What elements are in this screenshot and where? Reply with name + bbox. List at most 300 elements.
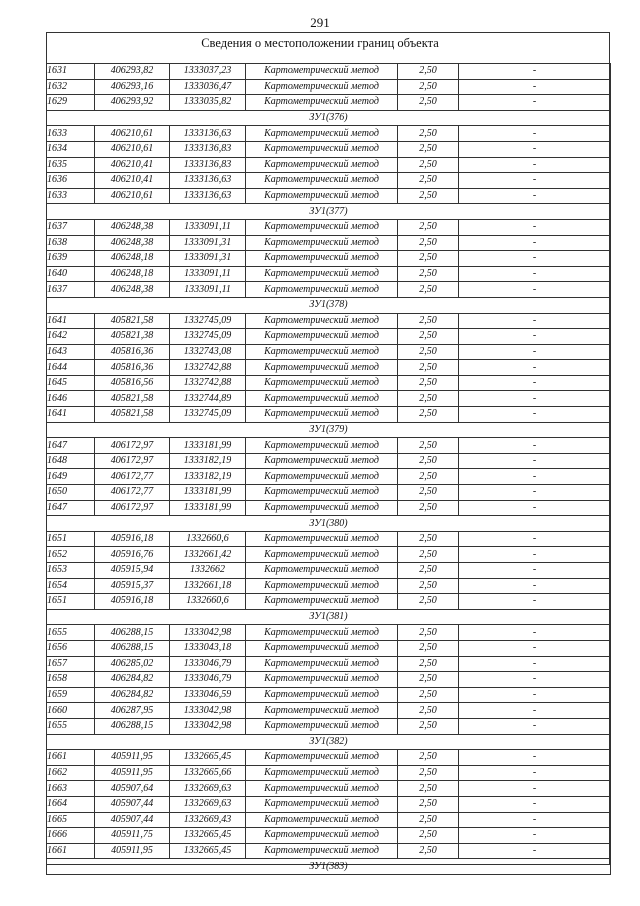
point-number-cell: 1629 [47, 95, 95, 111]
y-coordinate-cell: 1332665,45 [170, 750, 246, 766]
point-number-cell: 1647 [47, 438, 95, 454]
x-coordinate-cell: 406293,82 [95, 64, 170, 80]
y-coordinate-cell: 1333037,23 [170, 64, 246, 80]
description-cell: - [459, 656, 611, 672]
accuracy-cell: 2,50 [398, 453, 459, 469]
point-number-cell: 1649 [47, 469, 95, 485]
method-cell: Картометрический метод [246, 843, 398, 859]
method-cell: Картометрический метод [246, 469, 398, 485]
method-cell: Картометрический метод [246, 360, 398, 376]
method-cell: Картометрический метод [246, 235, 398, 251]
method-cell: Картометрический метод [246, 578, 398, 594]
table-row [47, 344, 611, 360]
method-cell: Картометрический метод [246, 126, 398, 142]
table-row [47, 282, 611, 298]
description-cell: - [459, 126, 611, 142]
accuracy-cell: 2,50 [398, 251, 459, 267]
table-row [47, 750, 611, 766]
accuracy-cell: 2,50 [398, 266, 459, 282]
point-number-cell: 1637 [47, 219, 95, 235]
description-cell: - [459, 157, 611, 173]
method-cell: Картометрический метод [246, 531, 398, 547]
accuracy-cell: 2,50 [398, 594, 459, 610]
point-number-cell: 1635 [47, 157, 95, 173]
group-header-label: ЗУ1(380) [47, 516, 611, 532]
x-coordinate-cell: 406293,16 [95, 79, 170, 95]
table-row [47, 718, 611, 734]
table-row [47, 360, 611, 376]
description-cell: - [459, 531, 611, 547]
description-cell: - [459, 718, 611, 734]
description-cell: - [459, 95, 611, 111]
y-coordinate-cell: 1332743,08 [170, 344, 246, 360]
point-number-cell: 1636 [47, 173, 95, 189]
group-header-label: ЗУ1(379) [47, 422, 611, 438]
y-coordinate-cell: 1332745,09 [170, 407, 246, 423]
accuracy-cell: 2,50 [398, 796, 459, 812]
table-row [47, 547, 611, 563]
table-row [47, 188, 611, 204]
description-cell: - [459, 407, 611, 423]
accuracy-cell: 2,50 [398, 375, 459, 391]
accuracy-cell: 2,50 [398, 656, 459, 672]
x-coordinate-cell: 406288,15 [95, 625, 170, 641]
table-row [47, 391, 611, 407]
point-number-cell: 1645 [47, 375, 95, 391]
description-cell: - [459, 672, 611, 688]
table-row [47, 219, 611, 235]
y-coordinate-cell: 1333042,98 [170, 703, 246, 719]
point-number-cell: 1652 [47, 547, 95, 563]
x-coordinate-cell: 405911,95 [95, 843, 170, 859]
group-header-row [47, 516, 611, 532]
method-cell: Картометрический метод [246, 282, 398, 298]
y-coordinate-cell: 1333181,99 [170, 438, 246, 454]
y-coordinate-cell: 1333136,83 [170, 141, 246, 157]
y-coordinate-cell: 1332660,6 [170, 594, 246, 610]
table-row [47, 672, 611, 688]
y-coordinate-cell: 1332669,63 [170, 796, 246, 812]
description-cell: - [459, 625, 611, 641]
description-cell: - [459, 251, 611, 267]
y-coordinate-cell: 1332745,09 [170, 313, 246, 329]
x-coordinate-cell: 406210,41 [95, 173, 170, 189]
y-coordinate-cell: 1332742,88 [170, 375, 246, 391]
y-coordinate-cell: 1333136,63 [170, 173, 246, 189]
table-row [47, 438, 611, 454]
description-cell: - [459, 547, 611, 563]
boundary-coordinates-table [46, 63, 611, 875]
point-number-cell: 1651 [47, 531, 95, 547]
x-coordinate-cell: 405821,38 [95, 329, 170, 345]
description-cell: - [459, 687, 611, 703]
accuracy-cell: 2,50 [398, 282, 459, 298]
point-number-cell: 1634 [47, 141, 95, 157]
accuracy-cell: 2,50 [398, 485, 459, 501]
x-coordinate-cell: 405907,44 [95, 796, 170, 812]
y-coordinate-cell: 1333091,11 [170, 282, 246, 298]
description-cell: - [459, 266, 611, 282]
description-cell: - [459, 344, 611, 360]
method-cell: Картометрический метод [246, 157, 398, 173]
description-cell: - [459, 640, 611, 656]
group-header-label: ЗУ1(382) [47, 734, 611, 750]
method-cell: Картометрический метод [246, 547, 398, 563]
point-number-cell: 1640 [47, 266, 95, 282]
x-coordinate-cell: 406287,95 [95, 703, 170, 719]
accuracy-cell: 2,50 [398, 765, 459, 781]
method-cell: Картометрический метод [246, 407, 398, 423]
table-row [47, 141, 611, 157]
y-coordinate-cell: 1332665,45 [170, 843, 246, 859]
accuracy-cell: 2,50 [398, 329, 459, 345]
table-row [47, 687, 611, 703]
x-coordinate-cell: 405816,56 [95, 375, 170, 391]
method-cell: Картометрический метод [246, 625, 398, 641]
y-coordinate-cell: 1333035,82 [170, 95, 246, 111]
accuracy-cell: 2,50 [398, 781, 459, 797]
point-number-cell: 1661 [47, 750, 95, 766]
x-coordinate-cell: 406248,38 [95, 282, 170, 298]
accuracy-cell: 2,50 [398, 563, 459, 579]
y-coordinate-cell: 1333136,63 [170, 126, 246, 142]
accuracy-cell: 2,50 [398, 672, 459, 688]
accuracy-cell: 2,50 [398, 828, 459, 844]
description-cell: - [459, 173, 611, 189]
point-number-cell: 1656 [47, 640, 95, 656]
x-coordinate-cell: 406210,61 [95, 141, 170, 157]
x-coordinate-cell: 406288,15 [95, 640, 170, 656]
accuracy-cell: 2,50 [398, 750, 459, 766]
table-row [47, 703, 611, 719]
x-coordinate-cell: 406172,77 [95, 485, 170, 501]
group-header-row [47, 297, 611, 313]
accuracy-cell: 2,50 [398, 531, 459, 547]
method-cell: Картометрический метод [246, 141, 398, 157]
point-number-cell: 1665 [47, 812, 95, 828]
table-row [47, 79, 611, 95]
x-coordinate-cell: 406285,02 [95, 656, 170, 672]
accuracy-cell: 2,50 [398, 219, 459, 235]
description-cell: - [459, 438, 611, 454]
x-coordinate-cell: 406248,38 [95, 219, 170, 235]
table-row [47, 485, 611, 501]
y-coordinate-cell: 1333091,31 [170, 235, 246, 251]
method-cell: Картометрический метод [246, 640, 398, 656]
y-coordinate-cell: 1332661,18 [170, 578, 246, 594]
point-number-cell: 1633 [47, 126, 95, 142]
table-row [47, 531, 611, 547]
method-cell: Картометрический метод [246, 329, 398, 345]
x-coordinate-cell: 405907,64 [95, 781, 170, 797]
y-coordinate-cell: 1333043,18 [170, 640, 246, 656]
y-coordinate-cell: 1332665,45 [170, 828, 246, 844]
accuracy-cell: 2,50 [398, 718, 459, 734]
x-coordinate-cell: 405915,37 [95, 578, 170, 594]
table-row [47, 828, 611, 844]
y-coordinate-cell: 1332661,42 [170, 547, 246, 563]
x-coordinate-cell: 406293,92 [95, 95, 170, 111]
y-coordinate-cell: 1333136,63 [170, 188, 246, 204]
method-cell: Картометрический метод [246, 266, 398, 282]
description-cell: - [459, 594, 611, 610]
x-coordinate-cell: 406284,82 [95, 672, 170, 688]
group-header-label: ЗУ1(378) [47, 297, 611, 313]
method-cell: Картометрический метод [246, 438, 398, 454]
y-coordinate-cell: 1333091,11 [170, 266, 246, 282]
y-coordinate-cell: 1332669,43 [170, 812, 246, 828]
x-coordinate-cell: 406248,18 [95, 251, 170, 267]
table-row [47, 251, 611, 267]
y-coordinate-cell: 1333046,79 [170, 656, 246, 672]
point-number-cell: 1662 [47, 765, 95, 781]
method-cell: Картометрический метод [246, 672, 398, 688]
description-cell: - [459, 843, 611, 859]
accuracy-cell: 2,50 [398, 188, 459, 204]
x-coordinate-cell: 406210,41 [95, 157, 170, 173]
description-cell: - [459, 219, 611, 235]
x-coordinate-cell: 405915,94 [95, 563, 170, 579]
table-row [47, 594, 611, 610]
method-cell: Картометрический метод [246, 344, 398, 360]
table-row [47, 157, 611, 173]
description-cell: - [459, 703, 611, 719]
method-cell: Картометрический метод [246, 812, 398, 828]
point-number-cell: 1633 [47, 188, 95, 204]
table-row [47, 313, 611, 329]
accuracy-cell: 2,50 [398, 843, 459, 859]
table-row [47, 329, 611, 345]
y-coordinate-cell: 1333091,11 [170, 219, 246, 235]
table-row [47, 796, 611, 812]
x-coordinate-cell: 406172,97 [95, 438, 170, 454]
description-cell: - [459, 781, 611, 797]
description-cell: - [459, 485, 611, 501]
method-cell: Картометрический метод [246, 718, 398, 734]
point-number-cell: 1654 [47, 578, 95, 594]
method-cell: Картометрический метод [246, 687, 398, 703]
method-cell: Картометрический метод [246, 313, 398, 329]
description-cell: - [459, 563, 611, 579]
y-coordinate-cell: 1332742,88 [170, 360, 246, 376]
method-cell: Картометрический метод [246, 750, 398, 766]
table-row [47, 235, 611, 251]
table-row [47, 266, 611, 282]
description-cell: - [459, 313, 611, 329]
y-coordinate-cell: 1333181,99 [170, 485, 246, 501]
method-cell: Картометрический метод [246, 703, 398, 719]
description-cell: - [459, 329, 611, 345]
method-cell: Картометрический метод [246, 375, 398, 391]
method-cell: Картометрический метод [246, 95, 398, 111]
method-cell: Картометрический метод [246, 219, 398, 235]
method-cell: Картометрический метод [246, 453, 398, 469]
point-number-cell: 1646 [47, 391, 95, 407]
description-cell: - [459, 500, 611, 516]
description-cell: - [459, 578, 611, 594]
point-number-cell: 1664 [47, 796, 95, 812]
x-coordinate-cell: 406248,38 [95, 235, 170, 251]
y-coordinate-cell: 1333042,98 [170, 625, 246, 641]
point-number-cell: 1637 [47, 282, 95, 298]
accuracy-cell: 2,50 [398, 95, 459, 111]
table-row [47, 453, 611, 469]
accuracy-cell: 2,50 [398, 64, 459, 80]
accuracy-cell: 2,50 [398, 173, 459, 189]
accuracy-cell: 2,50 [398, 407, 459, 423]
table-row [47, 578, 611, 594]
x-coordinate-cell: 406288,15 [95, 718, 170, 734]
accuracy-cell: 2,50 [398, 391, 459, 407]
description-cell: - [459, 360, 611, 376]
table-row [47, 563, 611, 579]
group-header-label: ЗУ1(376) [47, 110, 611, 126]
y-coordinate-cell: 1332669,63 [170, 781, 246, 797]
point-number-cell: 1651 [47, 594, 95, 610]
description-cell: - [459, 375, 611, 391]
point-number-cell: 1632 [47, 79, 95, 95]
x-coordinate-cell: 405911,95 [95, 750, 170, 766]
accuracy-cell: 2,50 [398, 141, 459, 157]
table-row [47, 173, 611, 189]
page-number: 291 [310, 15, 330, 30]
accuracy-cell: 2,50 [398, 469, 459, 485]
point-number-cell: 1643 [47, 344, 95, 360]
y-coordinate-cell: 1333091,31 [170, 251, 246, 267]
description-cell: - [459, 812, 611, 828]
x-coordinate-cell: 405916,18 [95, 531, 170, 547]
table-row [47, 812, 611, 828]
y-coordinate-cell: 1333182,19 [170, 453, 246, 469]
description-cell: - [459, 391, 611, 407]
method-cell: Картометрический метод [246, 765, 398, 781]
group-header-row [47, 734, 611, 750]
x-coordinate-cell: 405911,75 [95, 828, 170, 844]
x-coordinate-cell: 406248,18 [95, 266, 170, 282]
group-header-row [47, 609, 611, 625]
point-number-cell: 1658 [47, 672, 95, 688]
y-coordinate-cell: 1332662 [170, 563, 246, 579]
point-number-cell: 1650 [47, 485, 95, 501]
accuracy-cell: 2,50 [398, 500, 459, 516]
table-row [47, 843, 611, 859]
group-header-row [47, 110, 611, 126]
table-row [47, 781, 611, 797]
x-coordinate-cell: 406172,97 [95, 500, 170, 516]
table-row [47, 126, 611, 142]
point-number-cell: 1641 [47, 313, 95, 329]
accuracy-cell: 2,50 [398, 344, 459, 360]
y-coordinate-cell: 1332660,6 [170, 531, 246, 547]
y-coordinate-cell: 1333046,79 [170, 672, 246, 688]
accuracy-cell: 2,50 [398, 547, 459, 563]
accuracy-cell: 2,50 [398, 313, 459, 329]
method-cell: Картометрический метод [246, 500, 398, 516]
y-coordinate-cell: 1333182,19 [170, 469, 246, 485]
point-number-cell: 1653 [47, 563, 95, 579]
x-coordinate-cell: 405916,18 [95, 594, 170, 610]
description-cell: - [459, 796, 611, 812]
table-row [47, 765, 611, 781]
x-coordinate-cell: 405821,58 [95, 313, 170, 329]
y-coordinate-cell: 1333036,47 [170, 79, 246, 95]
point-number-cell: 1648 [47, 453, 95, 469]
table-row [47, 95, 611, 111]
x-coordinate-cell: 406284,82 [95, 687, 170, 703]
description-cell: - [459, 453, 611, 469]
accuracy-cell: 2,50 [398, 812, 459, 828]
table-row [47, 375, 611, 391]
x-coordinate-cell: 405816,36 [95, 344, 170, 360]
point-number-cell: 1638 [47, 235, 95, 251]
description-cell: - [459, 828, 611, 844]
method-cell: Картометрический метод [246, 563, 398, 579]
method-cell: Картометрический метод [246, 251, 398, 267]
point-number-cell: 1631 [47, 64, 95, 80]
accuracy-cell: 2,50 [398, 157, 459, 173]
method-cell: Картометрический метод [246, 173, 398, 189]
point-number-cell: 1642 [47, 329, 95, 345]
x-coordinate-cell: 405821,58 [95, 391, 170, 407]
table-row [47, 656, 611, 672]
table-body [47, 64, 611, 875]
x-coordinate-cell: 405816,36 [95, 360, 170, 376]
method-cell: Картометрический метод [246, 391, 398, 407]
description-cell: - [459, 282, 611, 298]
x-coordinate-cell: 406172,97 [95, 453, 170, 469]
accuracy-cell: 2,50 [398, 79, 459, 95]
point-number-cell: 1666 [47, 828, 95, 844]
method-cell: Картометрический метод [246, 796, 398, 812]
group-header-label: ЗУ1(381) [47, 609, 611, 625]
point-number-cell: 1657 [47, 656, 95, 672]
y-coordinate-cell: 1333181,99 [170, 500, 246, 516]
accuracy-cell: 2,50 [398, 625, 459, 641]
y-coordinate-cell: 1333042,98 [170, 718, 246, 734]
description-cell: - [459, 765, 611, 781]
point-number-cell: 1647 [47, 500, 95, 516]
x-coordinate-cell: 406210,61 [95, 126, 170, 142]
point-number-cell: 1641 [47, 407, 95, 423]
group-header-row [47, 422, 611, 438]
point-number-cell: 1660 [47, 703, 95, 719]
method-cell: Картометрический метод [246, 79, 398, 95]
accuracy-cell: 2,50 [398, 703, 459, 719]
description-cell: - [459, 750, 611, 766]
accuracy-cell: 2,50 [398, 235, 459, 251]
section-title: Сведения о местоположении границ объекта [201, 36, 439, 50]
method-cell: Картометрический метод [246, 188, 398, 204]
group-header-row [47, 204, 611, 220]
method-cell: Картометрический метод [246, 656, 398, 672]
description-cell: - [459, 235, 611, 251]
table-row [47, 407, 611, 423]
group-header-label: ЗУ1(377) [47, 204, 611, 220]
description-cell: - [459, 188, 611, 204]
accuracy-cell: 2,50 [398, 640, 459, 656]
table-row [47, 64, 611, 80]
x-coordinate-cell: 405907,44 [95, 812, 170, 828]
table-row [47, 500, 611, 516]
description-cell: - [459, 79, 611, 95]
point-number-cell: 1655 [47, 718, 95, 734]
point-number-cell: 1661 [47, 843, 95, 859]
description-cell: - [459, 141, 611, 157]
table-row [47, 469, 611, 485]
table-row [47, 625, 611, 641]
method-cell: Картометрический метод [246, 828, 398, 844]
accuracy-cell: 2,50 [398, 438, 459, 454]
